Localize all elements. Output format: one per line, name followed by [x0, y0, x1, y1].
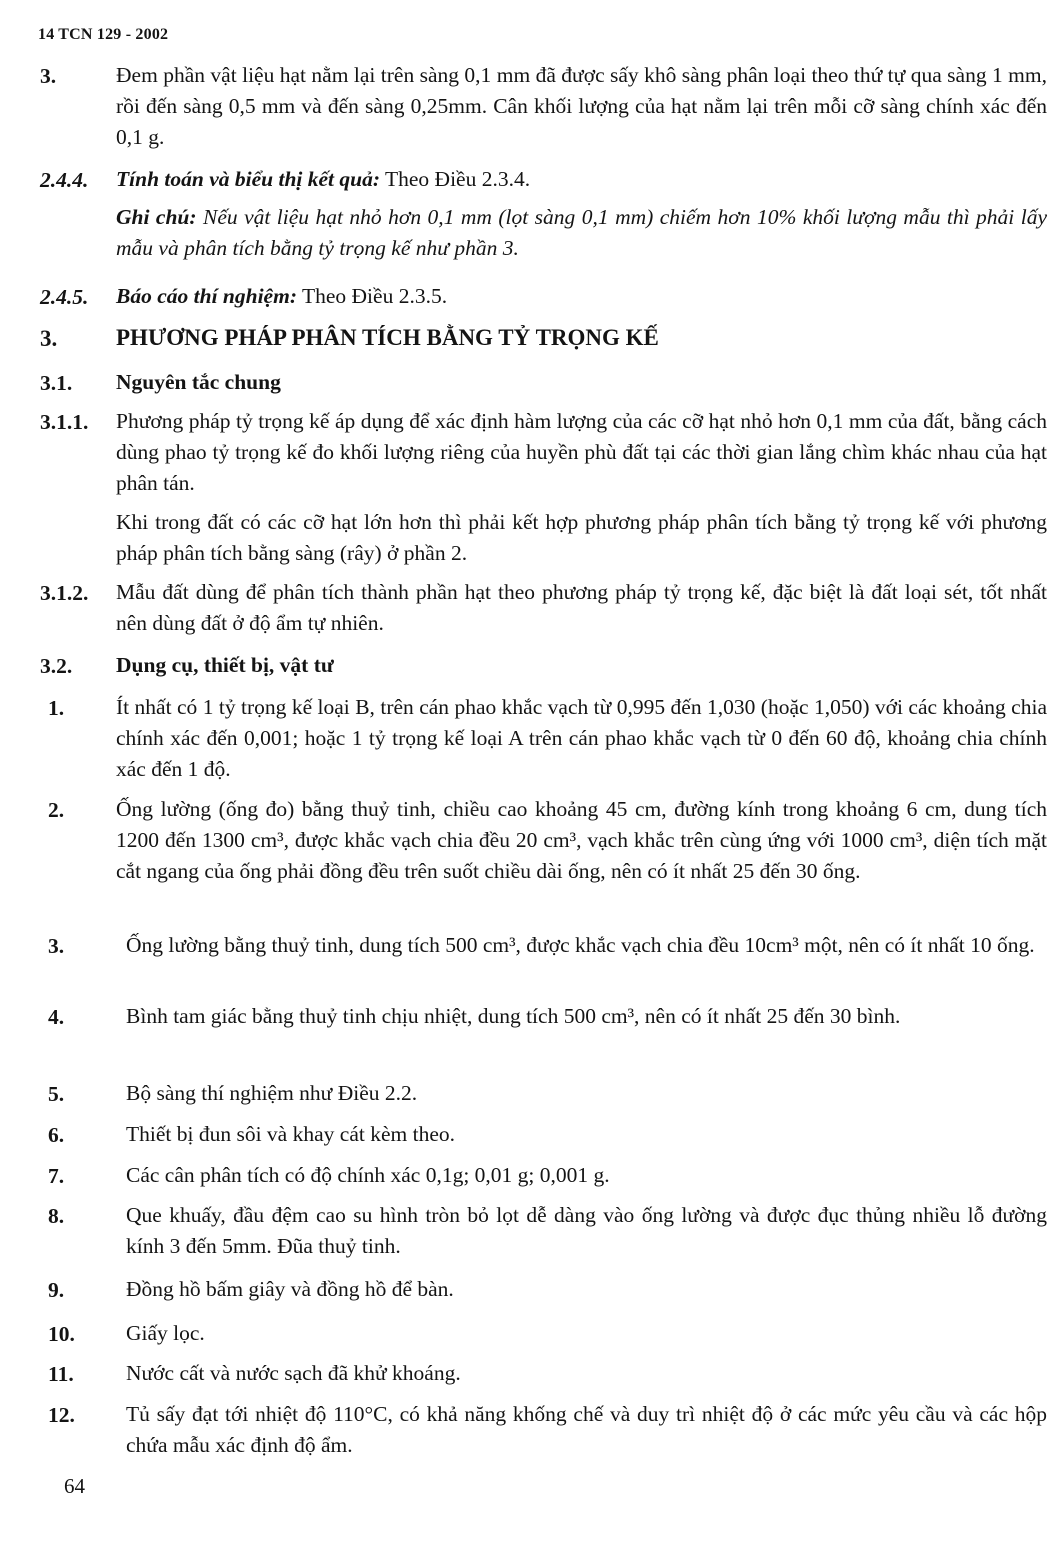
list-item-text: Ống lường (ống đo) bằng thuỷ tinh, chiều cao khoảng 45 cm, đường kính trong khoảng 6 cm, dung tích 1200 đến 1300 cm³, được khắc vạch chia đều 20 cm³, vạch khắc trên cùng ứng với 1000 cm³, diện tích mặt cắt ngang của ống phải đồng đều trên suốt chiều dài ống, nên có ít nhất 25 đến 30 ống.: [116, 797, 1047, 883]
list-item-number: 9.: [48, 1278, 65, 1302]
section-text: Theo Điều 2.3.4.: [380, 167, 531, 191]
section-text: Theo Điều 2.3.5.: [296, 284, 448, 308]
section-number: 3.1.2.: [40, 581, 89, 605]
list-item-text: Ống lường bằng thuỷ tinh, dung tích 500 cm³, được khắc vạch chia đều 10cm³ một, nên có ít nhất 10 ống.: [126, 933, 1035, 957]
note-text-block: [116, 202, 1047, 264]
step-number: 3.: [40, 64, 57, 88]
list-item-text: Que khuấy, đầu đệm cao su hình tròn bỏ lọt dễ dàng vào ống lường và được đục thủng nhiều lỗ đường kính 3 đến 5mm. Đũa thuỷ tinh.: [126, 1203, 1047, 1258]
list-item-number: 2.: [48, 798, 65, 822]
note-label: Ghi chú:: [116, 205, 197, 229]
section-line: [116, 164, 1047, 195]
chapter-number: 3.: [40, 326, 58, 351]
document-code: 14 TCN 129 - 2002: [38, 26, 169, 43]
section-number: 2.4.5.: [40, 285, 89, 309]
section-title: Dụng cụ, thiết bị, vật tư: [116, 653, 334, 677]
list-item-text: Tủ sấy đạt tới nhiệt độ 110°C, có khả năng khống chế và duy trì nhiệt độ ở các mức yêu cầu và các hộp chứa mẫu xác định độ ẩm.: [126, 1402, 1047, 1457]
section-title: Nguyên tắc chung: [116, 370, 281, 394]
list-item-number: 3.: [48, 934, 65, 958]
section-line: [116, 281, 1047, 312]
list-item-text: Thiết bị đun sôi và khay cát kèm theo.: [126, 1122, 455, 1146]
list-item-number: 5.: [48, 1082, 65, 1106]
section-paragraph: Khi trong đất có các cỡ hạt lớn hơn thì phải kết hợp phương pháp phân tích bằng tỷ trọng kế với phương pháp phân tích bằng sàng (rây) ở phần 2.: [116, 510, 1047, 565]
section-number: 2.4.4.: [40, 168, 89, 192]
section-paragraph: Phương pháp tỷ trọng kế áp dụng để xác định hàm lượng của các cỡ hạt nhỏ hơn 0,1 mm của đất, bằng cách dùng phao tỷ trọng kế đo khối lượng riêng của huyền phù đất tại các thời gian lắng chìm khác nhau của hạt phân tán.: [116, 409, 1047, 495]
section-number: 3.1.1.: [40, 410, 89, 434]
list-item-text: Các cân phân tích có độ chính xác 0,1g; 0,01 g; 0,001 g.: [126, 1163, 610, 1187]
list-item-text: Ít nhất có 1 tỷ trọng kế loại B, trên cán phao khắc vạch từ 0,995 đến 1,030 (hoặc 1,050) với các khoảng chia chính xác đến 0,001; hoặc 1 tỷ trọng kế loại A trên cán phao khắc vạch từ 0 đến 60 độ, khoảng chia chính xác đến 1 độ.: [116, 695, 1047, 781]
list-item-text: Giấy lọc.: [126, 1321, 205, 1345]
list-item-text: Đồng hồ bấm giây và đồng hồ để bàn.: [126, 1277, 454, 1301]
section-number: 3.2.: [40, 654, 73, 678]
list-item-text: Bộ sàng thí nghiệm như Điều 2.2.: [126, 1081, 418, 1105]
list-item-number: 7.: [48, 1164, 65, 1188]
list-item-number: 11.: [48, 1362, 74, 1386]
chapter-title: PHƯƠNG PHÁP PHÂN TÍCH BẰNG TỶ TRỌNG KẾ: [116, 325, 659, 350]
section-number: 3.1.: [40, 371, 73, 395]
list-item-number: 12.: [48, 1403, 75, 1427]
section-title: Tính toán và biểu thị kết quả:: [116, 167, 381, 191]
list-item-number: 6.: [48, 1123, 65, 1147]
list-item-text: Nước cất và nước sạch đã khử khoáng.: [126, 1361, 461, 1385]
page-number: 64: [64, 1474, 85, 1498]
step-text: Đem phần vật liệu hạt nằm lại trên sàng 0,1 mm đã được sấy khô sàng phân loại theo thứ tự qua sàng 1 mm, rồi đến sàng 0,5 mm và đến sàng 0,25mm. Cân khối lượng của hạt nằm lại trên mỗi cỡ sàng chính xác đến 0,1 g.: [116, 63, 1047, 149]
note-text: Nếu vật liệu hạt nhỏ hơn 0,1 mm (lọt sàng 0,1 mm) chiếm hơn 10% khối lượng mẫu thì phải lấy mẫu và phân tích bằng tỷ trọng kế như phần 3.: [116, 205, 1047, 260]
list-item-text: Bình tam giác bằng thuỷ tinh chịu nhiệt, dung tích 500 cm³, nên có ít nhất 25 đến 30 bình.: [126, 1004, 901, 1028]
list-item-number: 1.: [48, 696, 65, 720]
list-item-number: 4.: [48, 1005, 65, 1029]
list-item-number: 10.: [48, 1322, 75, 1346]
section-title: Báo cáo thí nghiệm:: [116, 284, 297, 308]
list-item-number: 8.: [48, 1204, 65, 1228]
section-paragraph: Mẫu đất dùng để phân tích thành phần hạt theo phương pháp tỷ trọng kế, đặc biệt là đất loại sét, tốt nhất nên dùng đất ở độ ẩm tự nhiên.: [116, 580, 1047, 635]
